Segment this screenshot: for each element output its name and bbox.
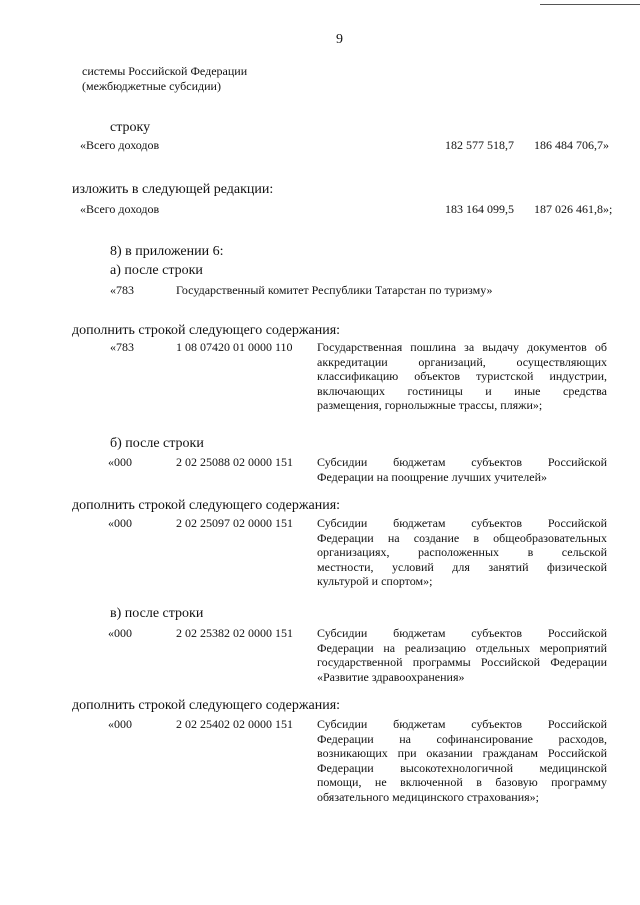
old-total-value-2: 186 484 706,7» (534, 138, 609, 152)
annex6-sub-a: а) после строки (110, 263, 203, 278)
after-b-text (317, 455, 607, 484)
text-line: размещения, горнолыжные трассы, пляжи»; (317, 398, 543, 413)
text-line: организациях, расположенных в сельской (317, 545, 607, 560)
annex6-title: 8) в приложении 6: (110, 244, 224, 259)
annex6-sub-c: в) после строки (110, 606, 204, 621)
new-total-value-2: 187 026 461,8»; (534, 202, 613, 216)
text-line: Федерации на софинансирование расходов, (317, 731, 607, 746)
text-line: Субсидии бюджетам субъектов Российской (317, 626, 607, 640)
add-heading-b: дополнить строкой следующего содержания: (72, 498, 341, 513)
text-line: Субсидии бюджетам субъектов Российской (317, 516, 607, 530)
row-label: строку (110, 120, 151, 135)
add-b-text (317, 516, 607, 589)
text-line: помощи, не включенной в базовую программу (317, 775, 607, 790)
add-heading-c: дополнить строкой следующего содержания: (72, 698, 341, 713)
text-line: Субсидии бюджетам субъектов Российской (317, 455, 607, 469)
text-line: Федерации на реализацию отдельных мероприятий (317, 640, 607, 655)
intro-line-2: (межбюджетные субсидии) (82, 79, 221, 93)
text-line: «Развитие здравоохранения» (317, 669, 465, 684)
text-line: Федерации на поощрение лучших учителей» (317, 469, 548, 484)
text-line: возникающих при оказании гражданам Российской (317, 746, 607, 761)
new-total-name: «Всего доходов (80, 202, 160, 216)
text-line: Государственная пошлина за выдачу документов об (317, 340, 607, 354)
top-edge-line (540, 4, 640, 5)
page-number: 9 (336, 32, 343, 47)
add-heading-a: дополнить строкой следующего содержания: (72, 323, 341, 338)
text-line: классификацию объектов туристской индустрии, (317, 369, 607, 384)
after-c-code: «000 (108, 626, 132, 640)
text-line: местности, условий для занятий физической (317, 559, 607, 574)
add-a-text (317, 340, 607, 413)
after-c-kbk: 2 02 25382 02 0000 151 (176, 626, 293, 640)
add-c-kbk: 2 02 25402 02 0000 151 (176, 717, 293, 731)
after-a-name: Государственный комитет Республики Татарстан по туризму» (176, 283, 493, 297)
text-line: аккредитации организаций, осуществляющих (317, 354, 607, 369)
old-total-value-1: 182 577 518,7 (445, 138, 514, 152)
after-b-code: «000 (108, 455, 132, 469)
old-total-name: «Всего доходов (80, 138, 160, 152)
text-line: Субсидии бюджетам субъектов Российской (317, 717, 607, 731)
edit-heading: изложить в следующей редакции: (72, 182, 274, 197)
text-line: Федерации на создание в общеобразовательных (317, 530, 607, 545)
add-a-code: «783 (110, 340, 134, 354)
add-c-code: «000 (108, 717, 132, 731)
add-b-kbk: 2 02 25097 02 0000 151 (176, 516, 293, 530)
text-line: обязательного медицинского страхования»; (317, 789, 539, 804)
after-a-code: «783 (110, 283, 134, 297)
text-line: государственной программы Российской Федерации (317, 655, 607, 670)
new-total-value-1: 183 164 099,5 (445, 202, 514, 216)
intro-line-1: системы Российской Федерации (82, 64, 248, 78)
text-line: включающих гостиницы и иные средства (317, 383, 607, 398)
after-c-text (317, 626, 607, 684)
text-line: Федерации высокотехнологичной медицинской (317, 760, 607, 775)
text-line: культурой и спортом»; (317, 574, 433, 589)
add-a-kbk: 1 08 07420 01 0000 110 (176, 340, 293, 354)
add-b-code: «000 (108, 516, 132, 530)
add-c-text (317, 717, 607, 805)
annex6-sub-b: б) после строки (110, 436, 204, 451)
after-b-kbk: 2 02 25088 02 0000 151 (176, 455, 293, 469)
